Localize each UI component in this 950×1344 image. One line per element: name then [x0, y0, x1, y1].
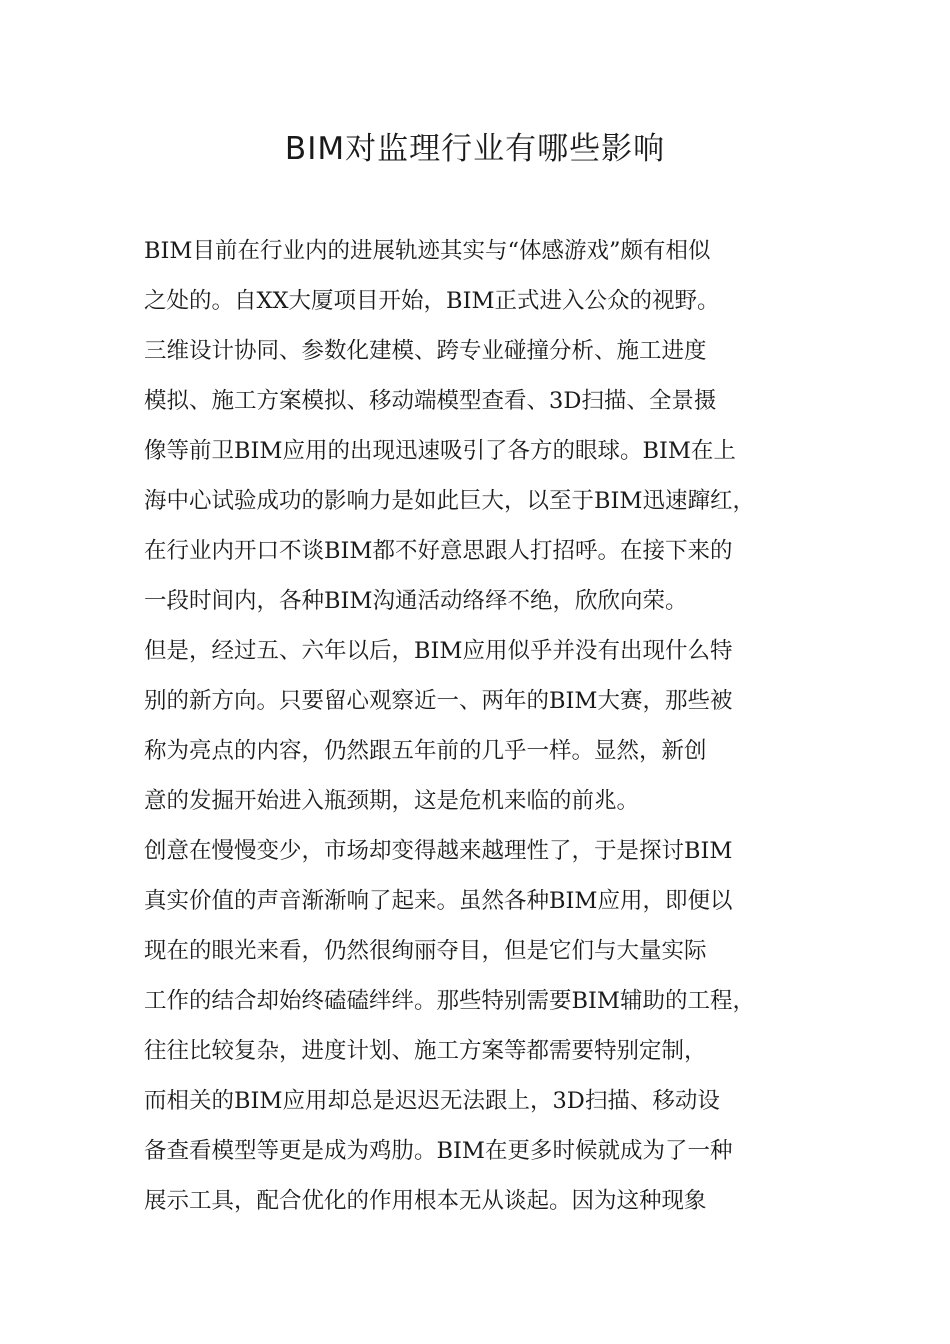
document-body: [144, 226, 830, 1226]
text-line: 意的发掘开始进入瓶颈期，这是危机来临的前兆。: [144, 788, 640, 814]
text-line: 在行业内开口不谈BIM都不好意思跟人打招呼。在接下来的: [144, 538, 733, 564]
text-line: 展示工具，配合优化的作用根本无从谈起。因为这种现象: [144, 1188, 707, 1214]
text-line: 像等前卫BIM应用的出现迅速吸引了各方的眼球。BIM在上: [144, 438, 736, 464]
text-line: 真实价值的声音渐渐响了起来。虽然各种BIM应用，即便以: [144, 888, 733, 914]
document-title: BIM对监理行业有哪些影响: [284, 131, 666, 167]
text-line: 而相关的BIM应用却总是迟迟无法跟上，3D扫描、移动设: [144, 1088, 720, 1114]
text-line: 称为亮点的内容，仍然跟五年前的几乎一样。显然，新创: [144, 738, 707, 764]
text-line: 往往比较复杂，进度计划、施工方案等都需要特别定制，: [144, 1038, 707, 1064]
text-line: 工作的结合却始终磕磕绊绊。那些特别需要BIM辅助的工程，: [144, 988, 755, 1014]
text-line: BIM目前在行业内的进展轨迹其实与“体感游戏”颇有相似: [144, 238, 711, 264]
text-line: 之处的。自XX大厦项目开始，BIM正式进入公众的视野。: [144, 288, 720, 314]
text-line: 三维设计协同、参数化建模、跨专业碰撞分析、施工进度: [144, 338, 707, 364]
text-line: 但是，经过五、六年以后，BIM应用似乎并没有出现什么特: [144, 638, 733, 664]
text-line: 模拟、施工方案模拟、移动端模型查看、3D扫描、全景摄: [144, 388, 717, 414]
text-line: 创意在慢慢变少，市场却变得越来越理性了，于是探讨BIM: [144, 838, 733, 864]
text-line: 一段时间内，各种BIM沟通活动络绎不绝，欣欣向荣。: [144, 588, 688, 614]
text-line: 备查看模型等更是成为鸡肋。BIM在更多时候就成为了一种: [144, 1138, 733, 1164]
text-line: 别的新方向。只要留心观察近一、两年的BIM大赛，那些被: [144, 688, 733, 714]
text-line: 海中心试验成功的影响力是如此巨大，以至于BIM迅速蹿红，: [144, 488, 755, 514]
text-line: 现在的眼光来看，仍然很绚丽夺目，但是它们与大量实际: [144, 938, 707, 964]
